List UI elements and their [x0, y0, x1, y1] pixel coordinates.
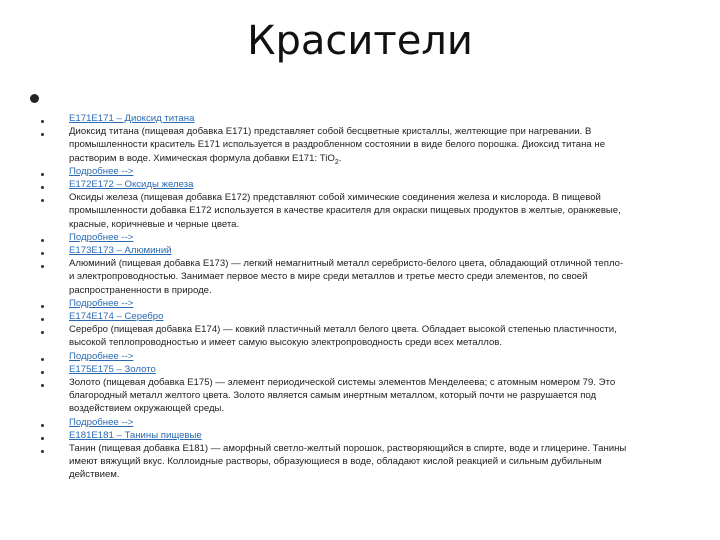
item-bullet: [41, 133, 44, 136]
item-description-line: красные, коричневые и черные цвета.: [69, 218, 240, 230]
item-bullet: [41, 437, 44, 440]
more-link[interactable]: Подробнее -->: [69, 350, 134, 362]
item-heading-link[interactable]: E171E171 – Диоксид титана: [69, 113, 195, 124]
item-bullet: [41, 424, 44, 427]
item-bullet: [41, 120, 44, 123]
item-description-line: растворим в воде. Химическая формула добавки Е171: TiO$_2$.: [69, 152, 342, 166]
item-bullet: [41, 384, 44, 387]
item-heading-link[interactable]: E173E173 – Алюминий: [69, 245, 172, 256]
item-bullet: [41, 265, 44, 268]
item-bullet: [41, 173, 44, 176]
item-description-line: Танин (пищевая добавка Е181) — аморфный светло-желтый порошок, растворяющийся в спирте, воде и глицерине. Танины: [69, 443, 627, 454]
item-description-line: Серебро (пищевая добавка Е174) — ковкий пластичный металл белого цвета. Обладает высокой степенью пластичности,: [69, 324, 617, 336]
item-description-line: распространенности в природе.: [69, 284, 212, 296]
item-bullet: [41, 199, 44, 202]
slide-title: Красители: [247, 18, 473, 64]
item-description-line: Алюминий (пищевая добавка Е173) — легкий немагнитный металл серебристо-белого цвета, обладающий отличной тепло-: [69, 258, 624, 270]
item-bullet: [41, 252, 44, 255]
item-description-line: воздействием окружающей среды.: [69, 403, 225, 415]
item-bullet: [41, 331, 44, 334]
item-description-line: действием.: [69, 469, 120, 481]
item-bullet: [41, 318, 44, 321]
item-heading-link[interactable]: E175E175 – Золото: [69, 363, 156, 375]
item-description-line: промышленности краситель Е171 используется в раздробленном состоянии в виде белого порошка. Диоксид титана не: [69, 139, 606, 151]
item-description-line: промышленности добавка Е172 используется в качестве красителя для окраски пищевых продуктов в желтые, оранжевые,: [69, 205, 621, 217]
more-link[interactable]: Подробнее -->: [69, 416, 134, 428]
more-link[interactable]: Подробнее -->: [69, 297, 134, 309]
item-description-line: Золото (пищевая добавка Е175) — элемент периодической системы элементов Менделеева; с атомным номером 79. Это: [69, 377, 616, 388]
item-bullet: [41, 450, 44, 453]
more-link[interactable]: Подробнее -->: [69, 231, 134, 243]
item-description-line: благородный металл желтого цвета. Золото является самым инертным металлом, который почти не разрушается под: [69, 390, 597, 402]
item-heading-link[interactable]: E181E181 – Танины пищевые: [69, 429, 202, 441]
item-heading-link[interactable]: E172E172 – Оксиды железа: [69, 179, 194, 190]
item-bullet: [41, 305, 44, 308]
item-description-line: и электропроводностью. Занимает первое место в мире среди металлов и третье место среди элементов, по своей: [69, 271, 588, 283]
item-description-line: Оксиды железа (пищевая добавка Е172) представляют собой химические соединения железа и кислорода. В пищевой: [69, 192, 601, 204]
item-description-line: высокой теплопроводностью и имеет самую высокую электропроводность среди всех металлов.: [69, 337, 503, 349]
more-link[interactable]: Подробнее -->: [69, 165, 134, 177]
item-heading-link[interactable]: E174E174 – Серебро: [69, 311, 164, 322]
formula-end: .: [338, 152, 342, 164]
formula-subscript: 2: [334, 158, 339, 166]
item-description-line: имеют вяжущий вкус. Коллоидные растворы, образующиеся в воде, обладают кислой реакцией и сильным дубильным: [69, 456, 602, 468]
main-bullet: [30, 94, 39, 103]
item-description-line: Диоксид титана (пищевая добавка Е171) представляет собой бесцветные кристаллы, желтеющие при нагревании. В: [69, 126, 592, 138]
item-bullet: [41, 371, 44, 374]
item-bullet: [41, 186, 44, 189]
item-bullet: [41, 239, 44, 242]
item-bullet: [41, 358, 44, 361]
